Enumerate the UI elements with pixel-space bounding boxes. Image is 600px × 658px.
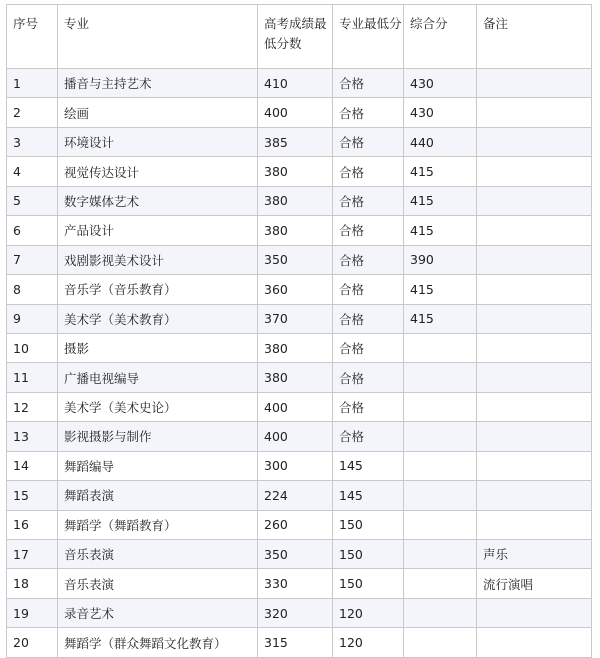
table-row [7,481,592,510]
table-row [7,275,592,304]
cell-major: 美术学（美术史论） [58,392,258,421]
header-gaokao-min: 高考成绩最低分数 [258,5,333,69]
cell-gaokao-min: 400 [258,98,333,127]
cell-composite [404,481,477,510]
cell-major-min: 合格 [333,392,404,421]
table-row [7,98,592,127]
cell-major: 广播电视编导 [58,363,258,392]
cell-no: 4 [7,157,58,186]
cell-no: 8 [7,275,58,304]
table-row [7,304,592,333]
cell-gaokao-min: 315 [258,628,333,657]
cell-gaokao-min: 360 [258,275,333,304]
cell-note [477,333,592,362]
cell-major: 视觉传达设计 [58,157,258,186]
cell-composite: 415 [404,186,477,215]
cell-gaokao-min: 350 [258,540,333,569]
cell-no: 16 [7,510,58,539]
cell-major-min: 合格 [333,333,404,362]
cell-major: 音乐表演 [58,569,258,598]
cell-major: 舞蹈学（群众舞蹈文化教育） [58,628,258,657]
cell-major: 录音艺术 [58,598,258,627]
cell-major-min: 150 [333,569,404,598]
cell-major-min: 合格 [333,186,404,215]
cell-major-min: 合格 [333,157,404,186]
cell-no: 19 [7,598,58,627]
cell-no: 1 [7,69,58,98]
cell-note [477,98,592,127]
cell-composite: 415 [404,275,477,304]
cell-composite [404,598,477,627]
cell-note [477,392,592,421]
cell-no: 15 [7,481,58,510]
cell-composite: 390 [404,245,477,274]
cell-major: 美术学（美术教育） [58,304,258,333]
table-row [7,451,592,480]
cell-composite: 430 [404,69,477,98]
cell-major-min: 合格 [333,363,404,392]
cell-gaokao-min: 380 [258,186,333,215]
table-row [7,540,592,569]
cell-gaokao-min: 410 [258,69,333,98]
cell-major: 舞蹈表演 [58,481,258,510]
cell-major-min: 150 [333,510,404,539]
cell-composite [404,451,477,480]
cell-note [477,69,592,98]
cell-no: 9 [7,304,58,333]
cell-gaokao-min: 320 [258,598,333,627]
cell-major: 音乐表演 [58,540,258,569]
cell-gaokao-min: 330 [258,569,333,598]
cell-note [477,628,592,657]
cell-note [477,481,592,510]
cell-note [477,127,592,156]
cell-major: 产品设计 [58,216,258,245]
cell-gaokao-min: 380 [258,333,333,362]
cell-major-min: 合格 [333,98,404,127]
cell-gaokao-min: 224 [258,481,333,510]
cell-composite [404,569,477,598]
cell-composite: 415 [404,304,477,333]
cell-gaokao-min: 380 [258,363,333,392]
header-note: 备注 [477,5,592,69]
cell-major: 播音与主持艺术 [58,69,258,98]
cell-major-min: 120 [333,598,404,627]
cell-major: 舞蹈编导 [58,451,258,480]
cell-composite [404,628,477,657]
cell-no: 6 [7,216,58,245]
cell-note [477,216,592,245]
cell-note [477,157,592,186]
cell-major-min: 120 [333,628,404,657]
cell-no: 18 [7,569,58,598]
table-row [7,628,592,657]
cell-note [477,451,592,480]
cell-no: 20 [7,628,58,657]
table-row [7,157,592,186]
cell-no: 12 [7,392,58,421]
table-row [7,510,592,539]
cell-composite [404,333,477,362]
cell-gaokao-min: 400 [258,422,333,451]
cell-no: 5 [7,186,58,215]
cell-gaokao-min: 380 [258,157,333,186]
table-row [7,598,592,627]
cell-major-min: 合格 [333,275,404,304]
cell-composite [404,392,477,421]
admission-score-table [6,4,592,658]
cell-major-min: 合格 [333,69,404,98]
cell-gaokao-min: 350 [258,245,333,274]
cell-no: 11 [7,363,58,392]
table-row [7,216,592,245]
cell-note [477,510,592,539]
cell-gaokao-min: 400 [258,392,333,421]
cell-gaokao-min: 260 [258,510,333,539]
cell-note [477,245,592,274]
cell-major: 数字媒体艺术 [58,186,258,215]
cell-gaokao-min: 385 [258,127,333,156]
table-row [7,186,592,215]
table-row [7,363,592,392]
cell-no: 13 [7,422,58,451]
cell-composite [404,540,477,569]
cell-note [477,598,592,627]
cell-no: 2 [7,98,58,127]
header-row [7,5,592,69]
cell-note [477,422,592,451]
header-no: 序号 [7,5,58,69]
cell-major: 绘画 [58,98,258,127]
cell-note: 声乐 [477,540,592,569]
cell-gaokao-min: 370 [258,304,333,333]
cell-composite [404,363,477,392]
cell-major: 舞蹈学（舞蹈教育） [58,510,258,539]
cell-major-min: 150 [333,540,404,569]
table-row [7,333,592,362]
header-major: 专业 [58,5,258,69]
cell-major: 摄影 [58,333,258,362]
cell-note [477,304,592,333]
cell-no: 17 [7,540,58,569]
table-row [7,392,592,421]
cell-no: 10 [7,333,58,362]
cell-composite: 430 [404,98,477,127]
cell-note: 流行演唱 [477,569,592,598]
cell-composite: 415 [404,216,477,245]
cell-major-min: 合格 [333,304,404,333]
cell-composite: 440 [404,127,477,156]
cell-composite [404,510,477,539]
cell-no: 3 [7,127,58,156]
table-header [7,5,592,69]
cell-major-min: 合格 [333,245,404,274]
cell-major: 环境设计 [58,127,258,156]
header-composite: 综合分 [404,5,477,69]
cell-major-min: 合格 [333,422,404,451]
table-body [7,69,592,658]
table-row [7,69,592,98]
table-row [7,422,592,451]
cell-note [477,275,592,304]
table-row [7,569,592,598]
cell-major: 音乐学（音乐教育） [58,275,258,304]
cell-no: 7 [7,245,58,274]
cell-major-min: 合格 [333,216,404,245]
cell-major-min: 合格 [333,127,404,156]
table-row [7,127,592,156]
cell-major: 戏剧影视美术设计 [58,245,258,274]
header-major-min: 专业最低分 [333,5,404,69]
table-row [7,245,592,274]
cell-gaokao-min: 380 [258,216,333,245]
cell-major: 影视摄影与制作 [58,422,258,451]
cell-no: 14 [7,451,58,480]
cell-composite [404,422,477,451]
cell-gaokao-min: 300 [258,451,333,480]
cell-composite: 415 [404,157,477,186]
cell-major-min: 145 [333,481,404,510]
cell-note [477,186,592,215]
cell-major-min: 145 [333,451,404,480]
cell-note [477,363,592,392]
